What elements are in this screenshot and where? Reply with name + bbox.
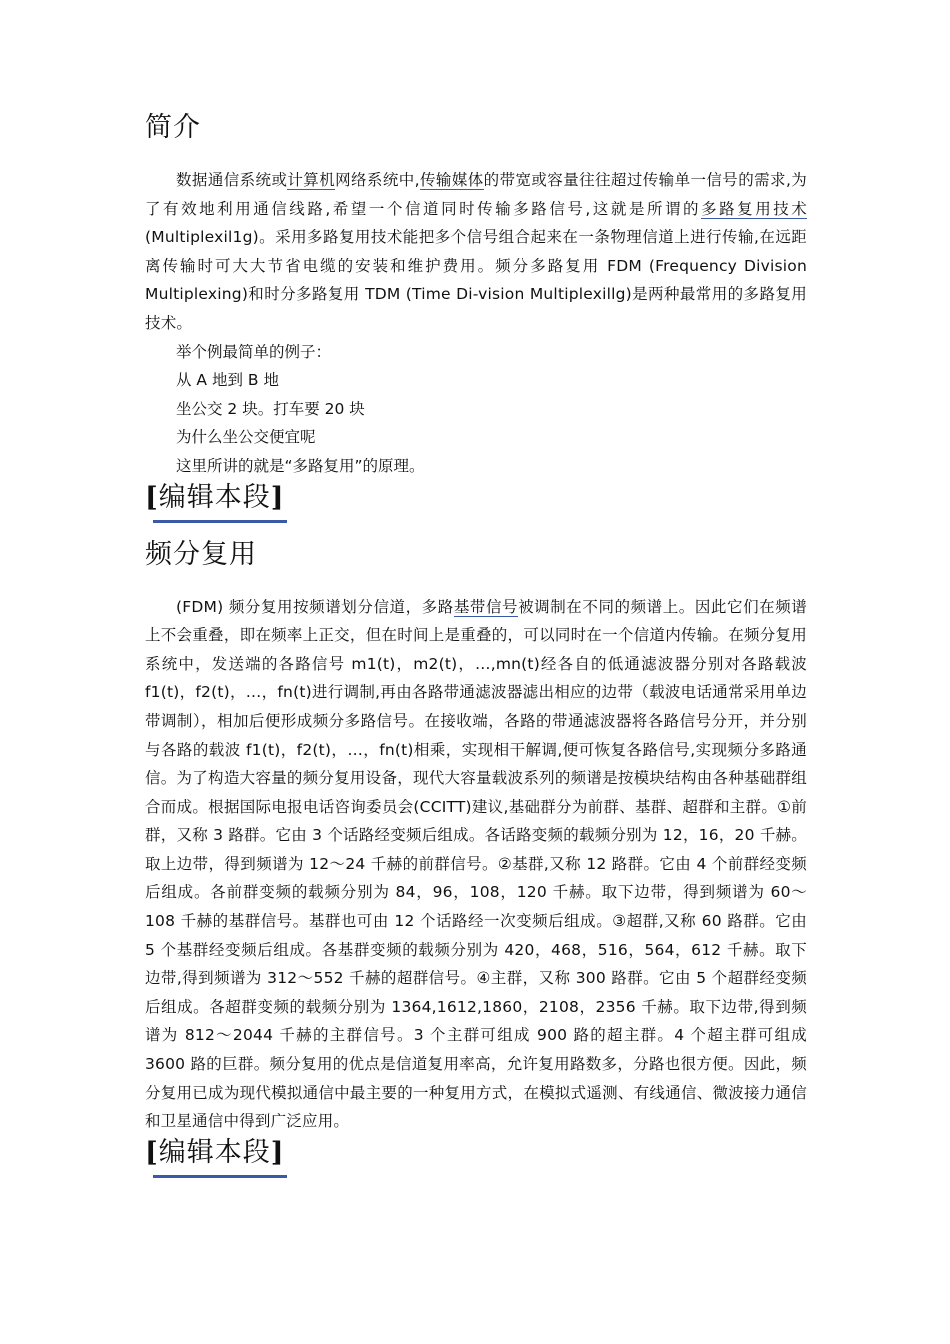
intro-paragraph (145, 166, 807, 338)
fdm-text-2: 被调制在不同的频谱上。因此它们在频谱上不会重叠，即在频率上正交，但在时间上是重叠的，可以同时在一个信道内传输。在频分复用系统中，发送端的各路信号 m1(t)，m2(t)，…,mn(t)经各自的低通滤波器分别对各路载波 f1(t)，f2(t)，…，fn(t)进行调制,再由各路带通滤波器滤出相应的边带（载波电话通常采用单边带调制），相加后便形成频分多路信号。在接收端，各路的带通滤波器将各路信号分开，并分别与各路的载波 f1(t)，f2(t)，…，fn(t)相乘，实现相干解调,便可恢复各路信号,实现频分多路通信。为了构造大容量的频分复用设备，现代大容量载波系列的频谱是按模块结构由各种基础群组合而成。根据国际电报电话咨询委员会(CCITT)建议,基础群分为前群、基群、超群和主群。①前群，又称 3 路群。它由 3 个话路经变频后组成。各话路变频的载频分别为 12，16，20 千赫。取上边带，得到频谱为 12～24 千赫的前群信号。②基群,又称 12 路群。它由 4 个前群经变频后组成。各前群变频的载频分别为 84，96，108，120 千赫。取下边带，得到频谱为 60～108 千赫的基群信号。基群也可由 12 个话路经一次变频后组成。③超群,又称 60 路群。它由 5 个基群经变频后组成。各基群变频的载频分别为 420，468，516，564，612 千赫。取下边带,得到频谱为 312～552 千赫的超群信号。④主群，又称 300 路群。它由 5 个超群经变频后组成。各超群变频的载频分别为 1364,1612,1860，2108，2356 千赫。取下边带,得到频谱为 812～2044 千赫的主群信号。3 个主群可组成 900 路的超主群。4 个超主群可组成 3600 路的巨群。频分复用的优点是信道复用率高，允许复用路数多，分路也很方便。因此，频分复用已成为现代模拟通信中最主要的一种复用方式，在模拟式遥测、有线通信、微波接力通信和卫星通信中得到广泛应用。 (145, 597, 807, 1131)
edit-link-underline (153, 520, 287, 523)
link-transmission-media[interactable]: 传输媒体 (419, 171, 484, 189)
edit-section-link[interactable] (145, 481, 285, 515)
section-title-intro: 简介 (145, 112, 201, 143)
intro-text-2: 网络系统中, (335, 171, 420, 189)
intro-text-3: 的带宽或容量往往超过传输单一信号的需求,为了有效地利用通信线路,希望一个信道同时传输多路信号,这就是所谓的 (145, 171, 807, 218)
intro-line: 这里所讲的就是“多路复用”的原理。 (176, 456, 425, 475)
edit-bracket-close: ] (270, 481, 285, 513)
edit-label: 编辑本段 (158, 481, 271, 513)
intro-line: 为什么坐公交便宜呢 (176, 428, 316, 447)
section-title-fdm: 频分复用 (145, 538, 257, 570)
link-baseband-signal[interactable]: 基带信号 (453, 597, 519, 616)
link-multiplexing-technology[interactable]: 多路复用技术 (701, 199, 807, 218)
edit-label: 编辑本段 (158, 1136, 271, 1168)
edit-bracket-open: [ (145, 1136, 159, 1168)
intro-line: 举个例最简单的例子： (176, 342, 332, 361)
edit-link-underline (153, 1175, 287, 1178)
edit-bracket-close: ] (270, 1136, 285, 1168)
fdm-paragraph (145, 593, 807, 1136)
intro-line: 从 A 地到 B 地 (176, 371, 279, 390)
intro-text-1: 数据通信系统或 (176, 171, 288, 189)
document-page (145, 108, 807, 1170)
link-computer[interactable]: 计算机 (287, 171, 336, 189)
fdm-text-1: (FDM) 频分复用按频谱划分信道，多路 (176, 597, 454, 616)
edit-bracket-open: [ (145, 481, 159, 513)
intro-line: 坐公交 2 块。打车要 20 块 (176, 399, 365, 418)
intro-text-4: (Multiplexil1g)。采用多路复用技术能把多个信号组合起来在一条物理信道上进行传输,在远距离传输时可大大节省电缆的安装和维护费用。频分多路复用 FDM (Frequency Division Multiplexing)和时分多路复用 TDM (Time Di-vision Multiplexillg)是两种最常用的多路复用技术。 (145, 228, 807, 332)
edit-section-link[interactable] (145, 1136, 285, 1170)
